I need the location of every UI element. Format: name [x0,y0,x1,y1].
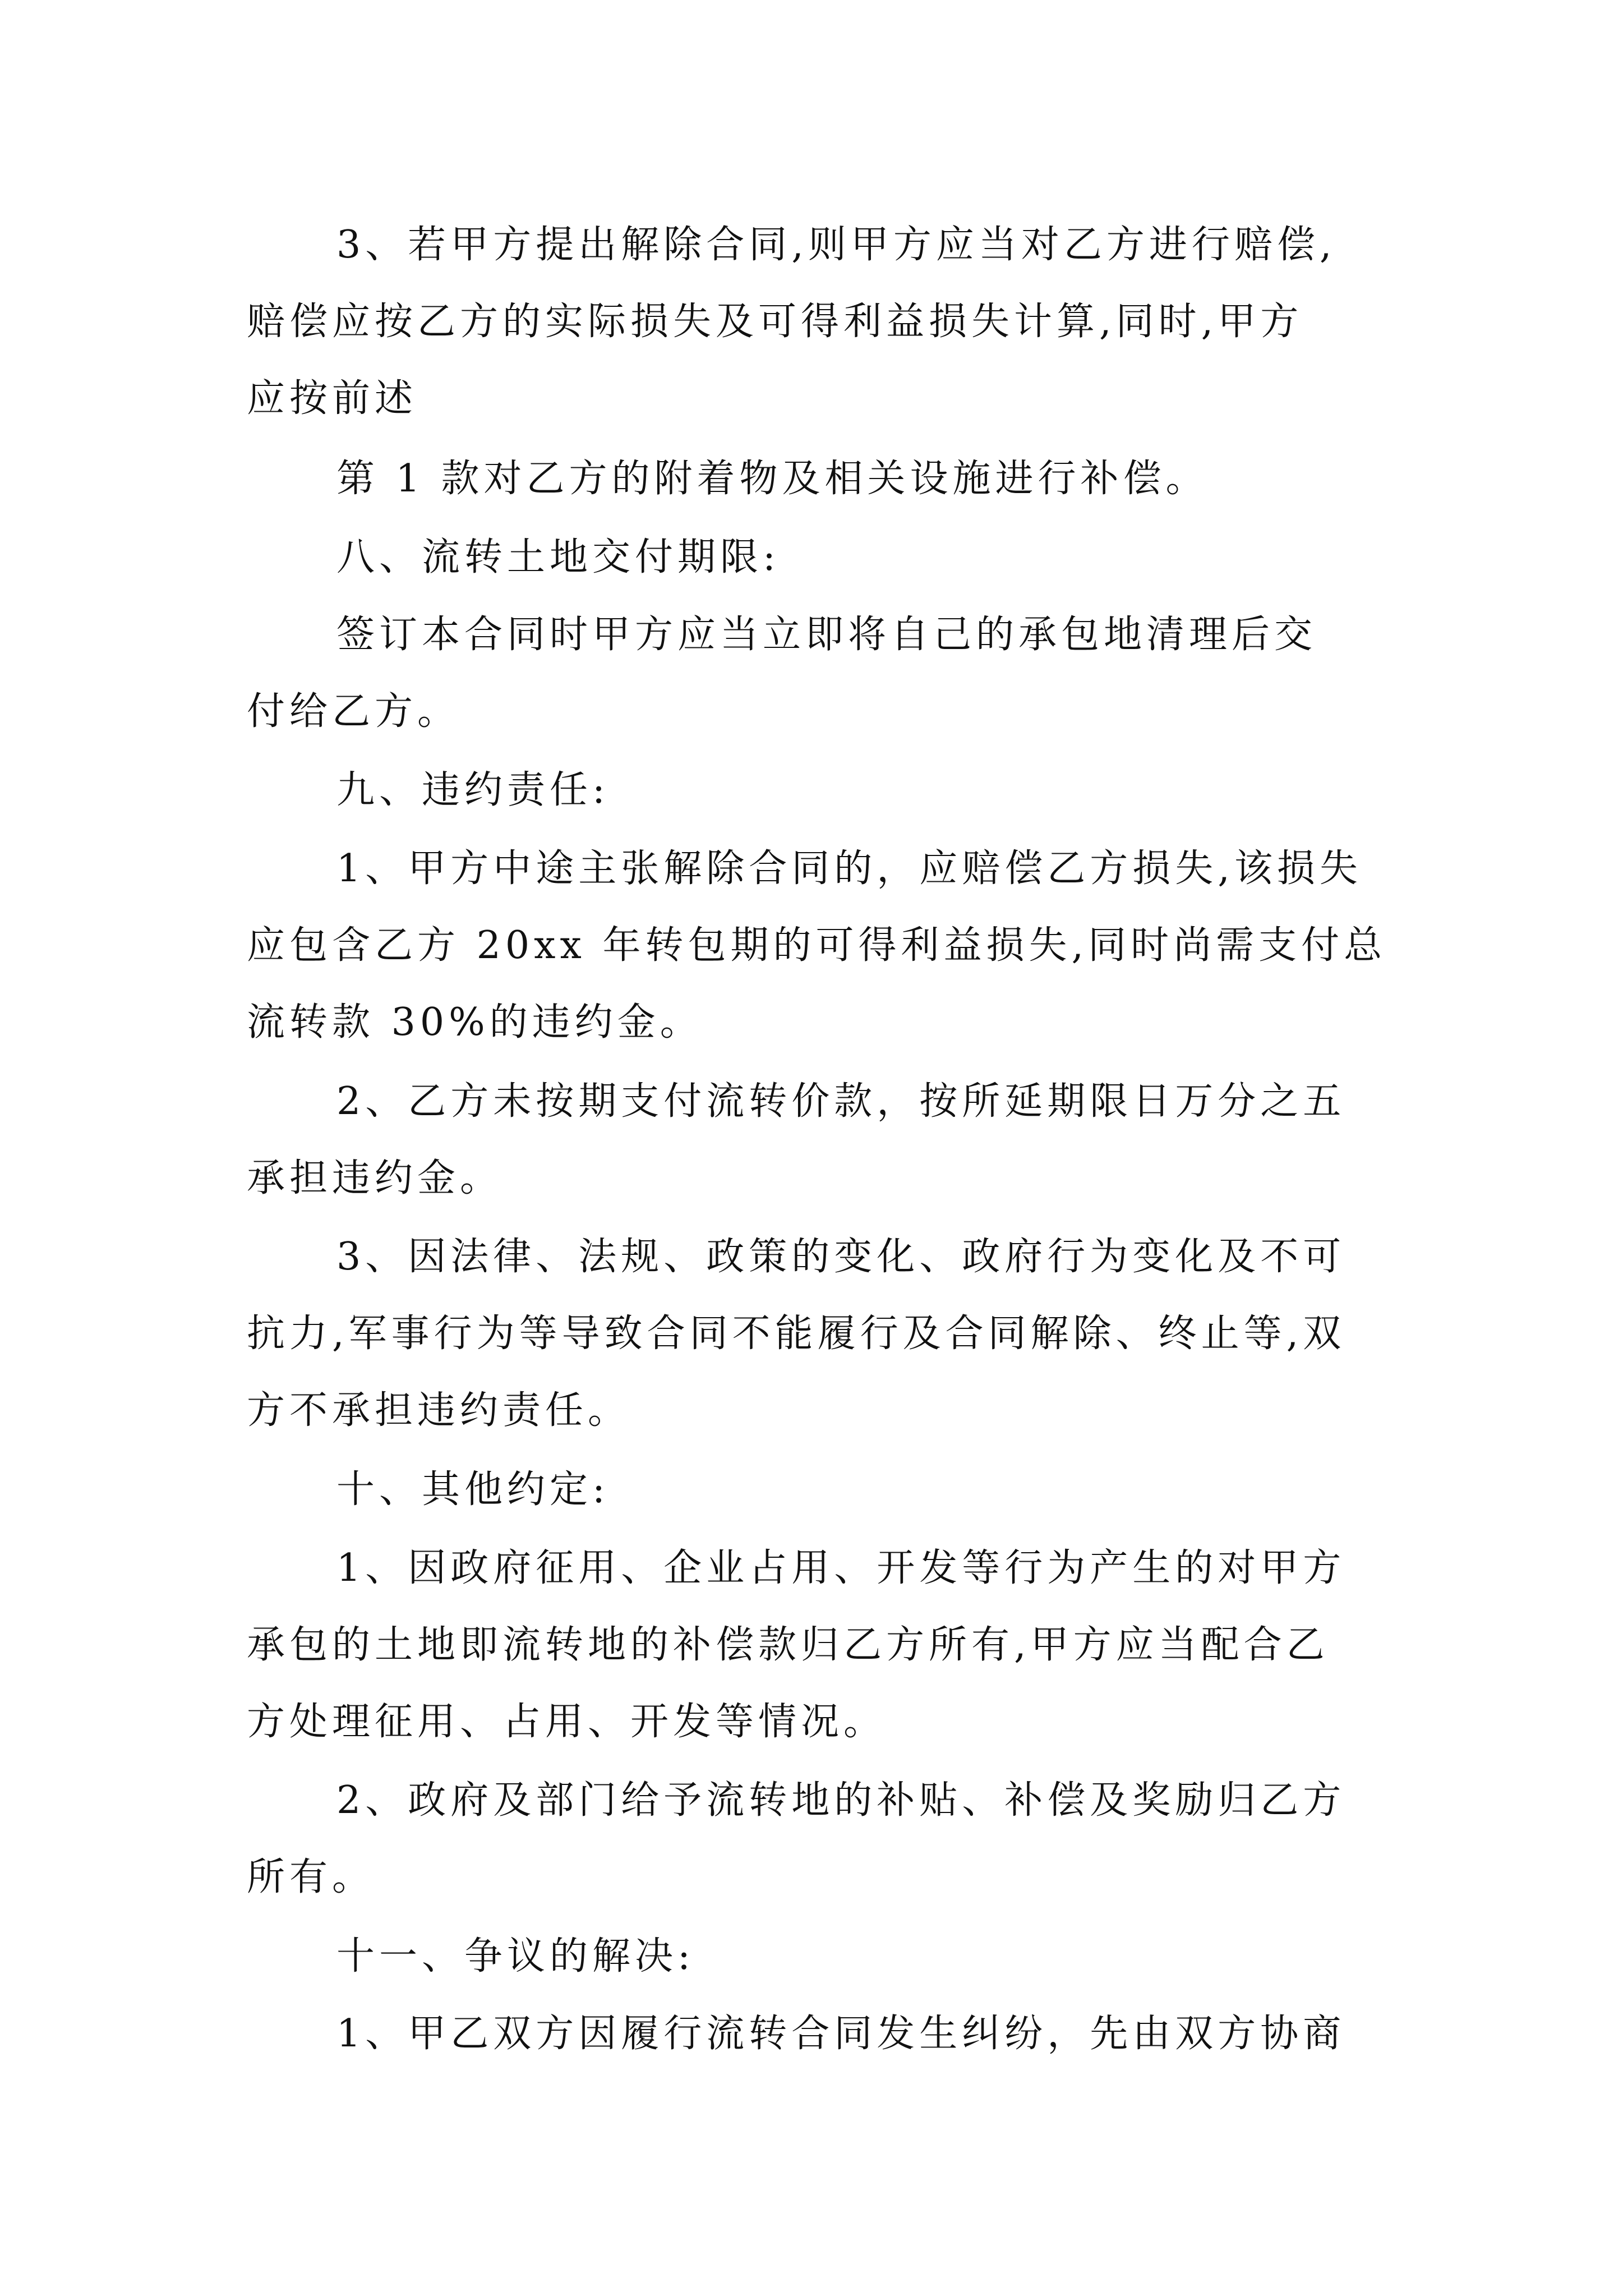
section-heading: 九、违约责任: [336,768,610,812]
text-line: 应包含乙方 20xx 年转包期的可得利益损失,同时尚需支付总 [247,923,1387,968]
text-line: 第 1 款对乙方的附着物及相关设施进行补偿。 [336,457,1209,501]
text-line: 签订本合同时甲方应当立即将自己的承包地清理后交 [336,613,1317,657]
section-heading: 十、其他约定: [336,1467,610,1512]
text-line: 2、乙方未按期支付流转价款，按所延期限日万分之五 [336,1079,1346,1124]
text-line: 1、因政府征用、企业占用、开发等行为产生的对甲方 [336,1546,1346,1590]
text-line: 1、甲乙双方因履行流转合同发生纠纷，先由双方协商 [336,2012,1346,2056]
text-line: 付给乙方。 [247,689,460,734]
text-line: 方不承担违约责任。 [247,1388,631,1433]
text-line: 所有。 [247,1855,375,1899]
text-line: 1、甲方中途主张解除合同的，应赔偿乙方损失,该损失 [336,846,1362,891]
text-line: 赔偿应按乙方的实际损失及可得利益损失计算,同时,甲方 [247,300,1303,344]
text-line: 承担违约金。 [247,1156,503,1200]
text-line: 应按前述 [247,376,418,421]
text-line: 方处理征用、占用、开发等情况。 [247,1700,887,1744]
section-heading: 八、流转土地交付期限: [336,535,780,579]
text-line: 2、政府及部门给予流转地的补贴、补偿及奖励归乙方 [336,1778,1346,1823]
text-line: 流转款 30%的违约金。 [247,1000,703,1045]
text-line: 承包的土地即流转地的补偿款归乙方所有,甲方应当配合乙 [247,1623,1329,1667]
text-line: 抗力,军事行为等导致合同不能履行及合同解除、终止等,双 [247,1312,1346,1356]
text-line: 3、若甲方提出解除合同,则甲方应当对乙方进行赔偿, [336,223,1336,267]
text-line: 3、因法律、法规、政策的变化、政府行为变化及不可 [336,1235,1346,1279]
section-heading: 十一、争议的解决: [336,1934,695,1978]
